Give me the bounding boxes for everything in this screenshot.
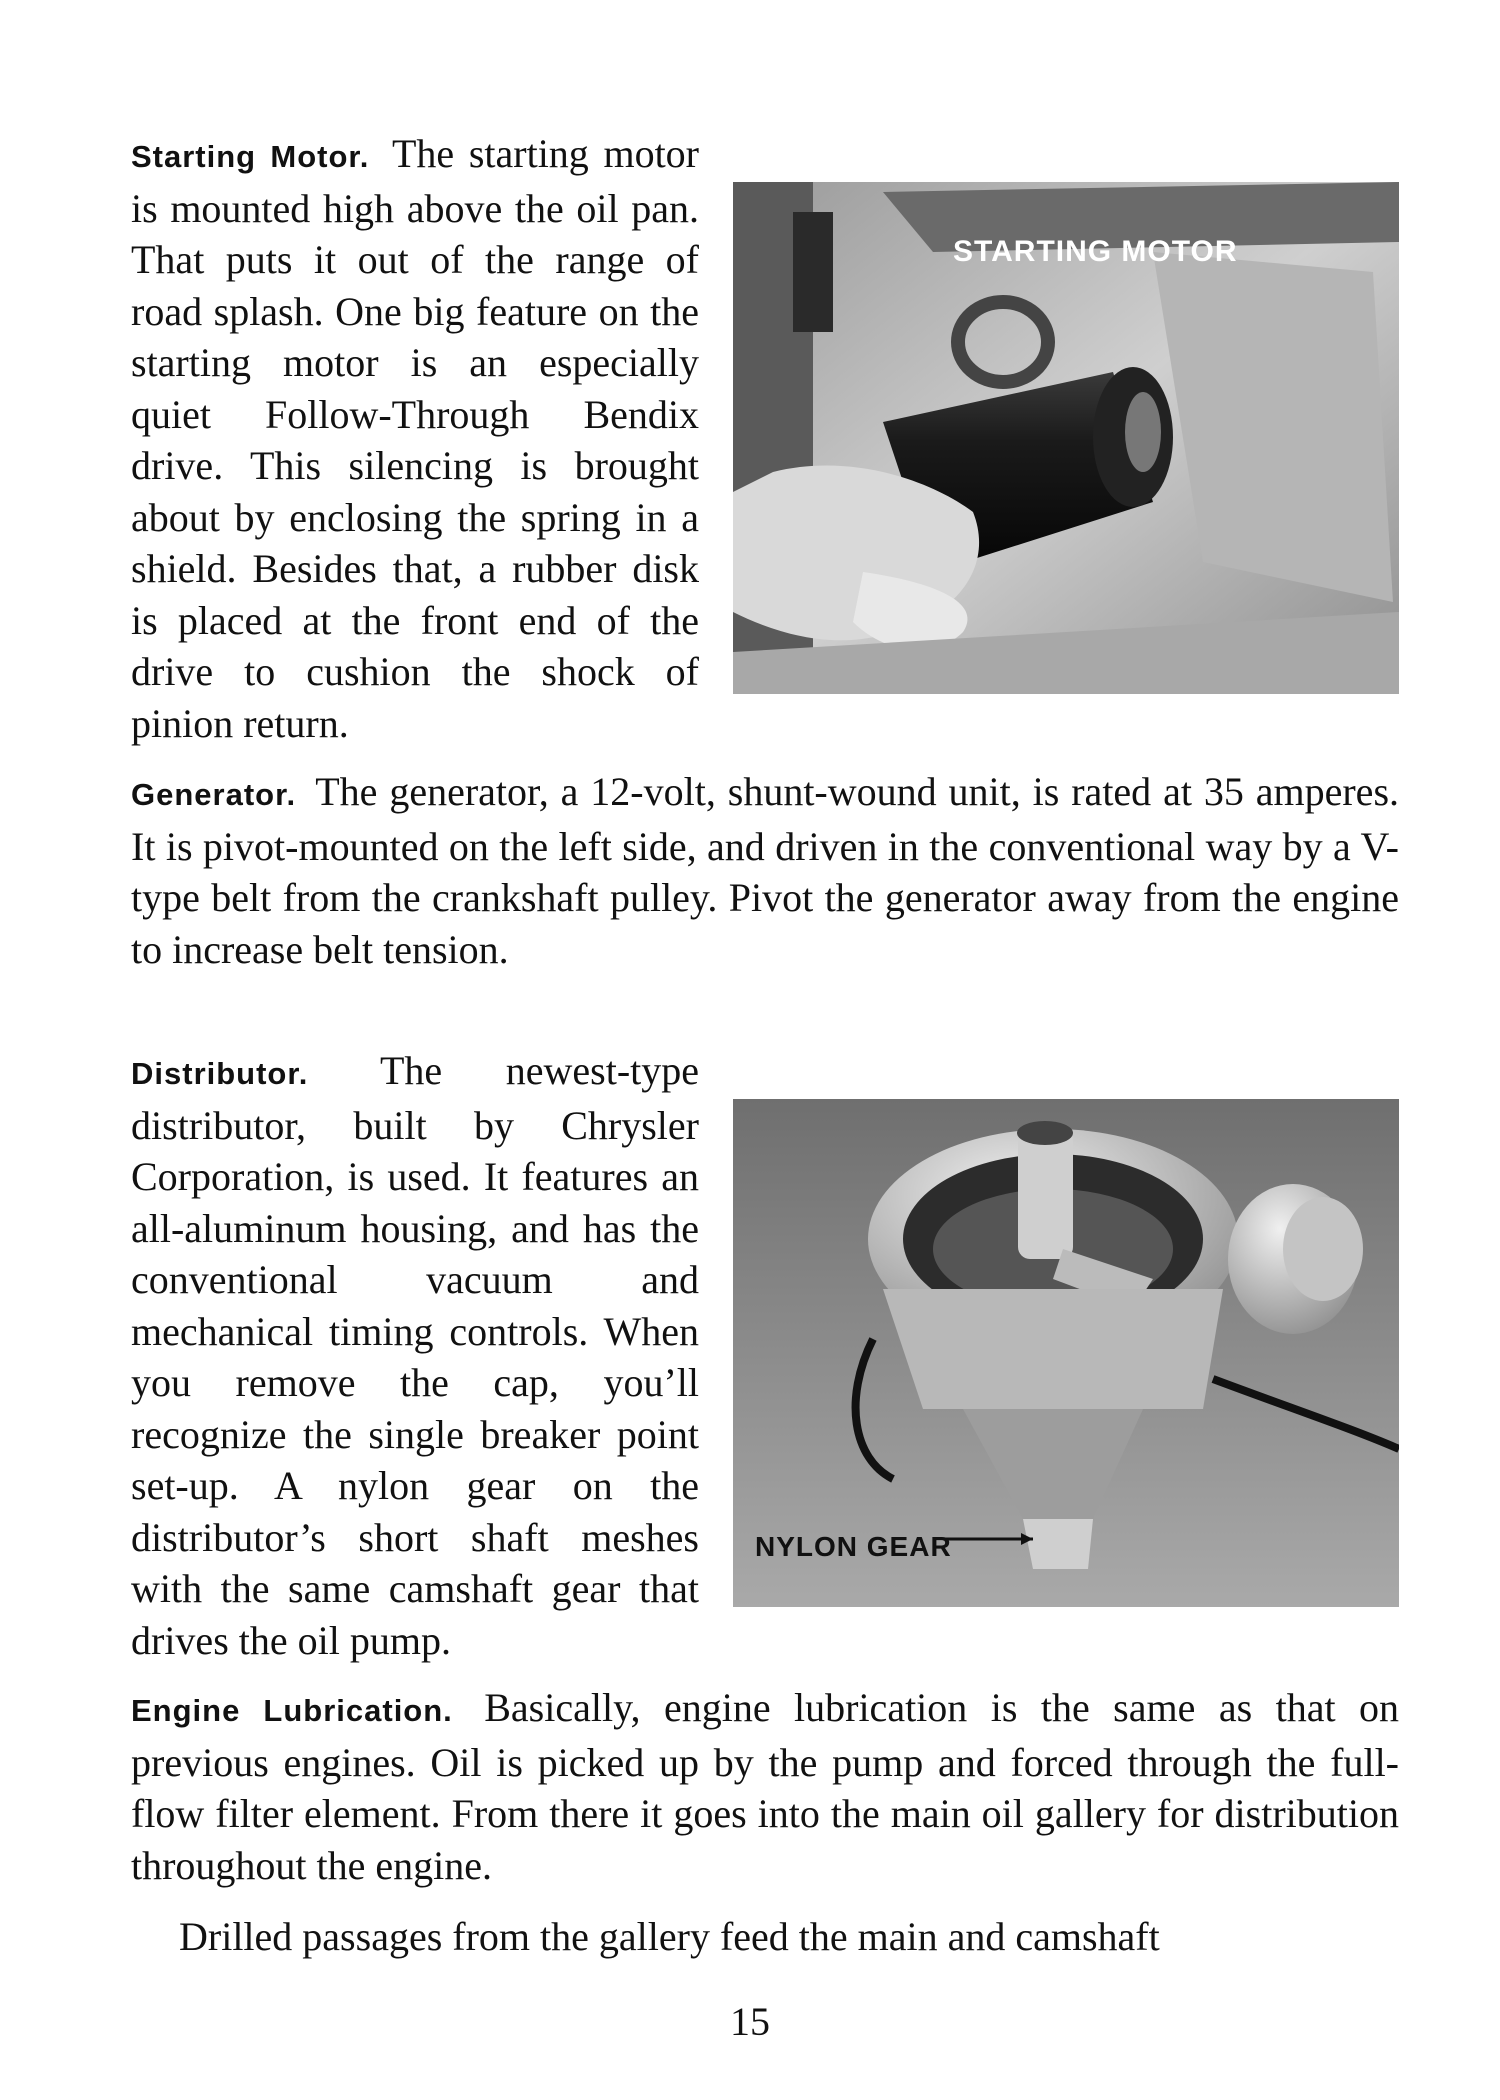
engine-lubrication-continuation: Drilled passages from the gallery feed the main and camshaft [179, 1914, 1160, 1959]
distributor-body: The newest-type distributor, built by Chrysler Corporation, is used. It features an all-aluminum housing, and has the conventional vacuum and mechanical timing controls. When you remove the cap, you’ll recognize the single breaker point set-up. A nylon gear on the distributor’s short shaft meshes with the same camshaft gear that drives the oil pump. [131, 1048, 700, 1663]
section-starting-motor [131, 128, 1399, 749]
starting-motor-photo [733, 182, 1399, 694]
starting-motor-body: The starting motor is mounted high above the oil pan. That puts it out of the range of road splash. One big feature on the starting motor is an especially quiet Follow-Through Bendix drive. This silencing is brought about by enclosing the spring in a shield. Besides that, a rubber disk is placed at the front end of the drive to cushion the shock of pinion return. [131, 131, 699, 746]
engine-lubrication-heading: Engine Lubrication. [131, 1693, 453, 1728]
starting-motor-heading: Starting Motor. [131, 139, 370, 174]
generator-heading: Generator. [131, 777, 297, 812]
section-generator [131, 766, 1399, 975]
generator-body: The generator, a 12-volt, shunt-wound unit, is rated at 35 amperes. It is pivot-mounted on the left side, and driven in the conventional way by a V-type belt from the crankshaft pulley. Pivot the generator away from the engine to increase belt tension. [131, 769, 1400, 972]
nylon-gear-caption: NYLON GEAR [755, 1531, 952, 1562]
starting-motor-caption: STARTING MOTOR [953, 235, 1238, 268]
section-distributor [131, 1045, 1399, 1666]
generator-paragraph [131, 766, 1399, 975]
distributor-paragraph [131, 1045, 1399, 1666]
page-number: 15 [730, 1999, 770, 2044]
distributor-heading: Distributor. [131, 1056, 309, 1091]
distributor-photo [733, 1099, 1399, 1607]
engine-lubrication-body: Basically, engine lubrication is the same as that on previous engines. Oil is picked up by the pump and forced through the full-flow filter element. From there it goes into the main oil gallery for distribution throughout the engine. [131, 1685, 1400, 1888]
section-engine-lubrication [131, 1682, 1399, 1963]
starting-motor-paragraph [131, 128, 1399, 749]
engine-lubrication-paragraph [131, 1682, 1399, 1891]
